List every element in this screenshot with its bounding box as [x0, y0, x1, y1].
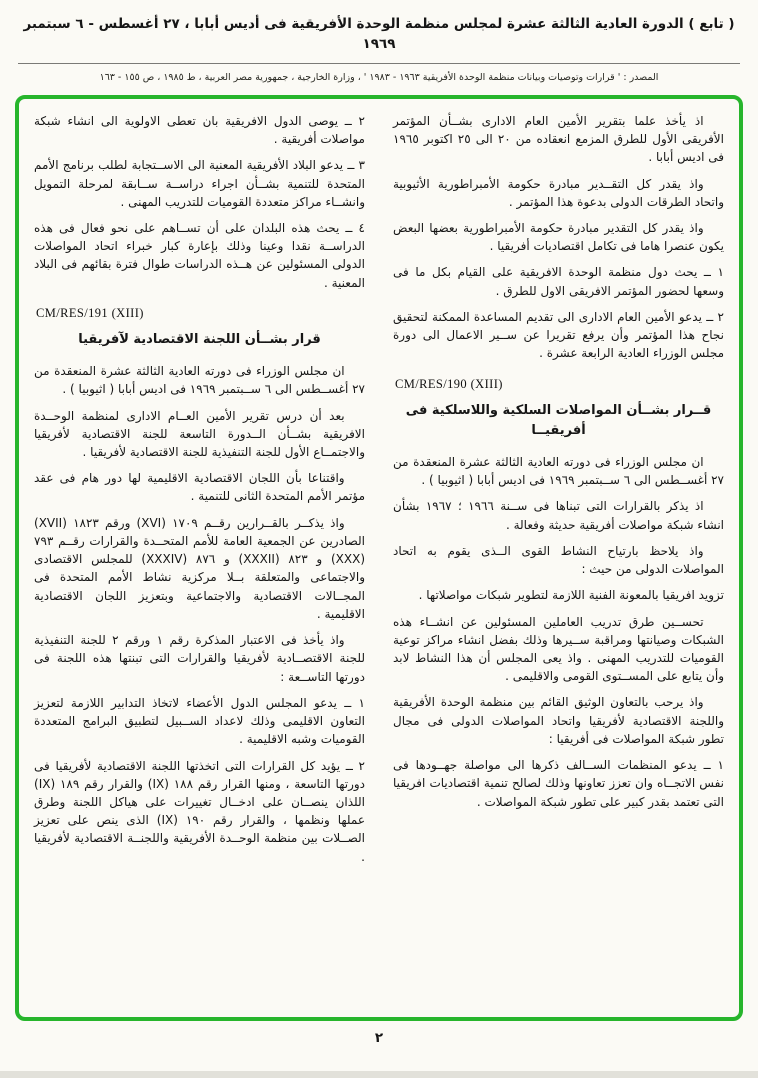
numbered-clause: ٢ ــ يوصى الدول الافريقية بان تعطى الاولوية الى انشاء شبكة مواصلات أفريقية .: [34, 113, 365, 147]
header-title: ( تابع ) الدورة العادية الثالثة عشرة لمجلس منظمة الوحدة الأفريقية فى أديس أبابا ، ٢٧ أغسطس - ٦ سبتمبر ١٩٦٩: [18, 14, 740, 64]
paragraph: اذ يذكر بالقرارات التى تبناها فى ســنة ١٩٦٦ ؛ ١٩٦٧ بشأن انشاء شبكة مواصلات أفريقية حديثة وفعالة .: [393, 499, 724, 532]
paragraph: تحســين طرق تدريب العاملين المسئولين عن انشــاء هذه الشبكات وصيانتها ومراقبة ســيرها وذلك بفضل انشاء مراكز توعية القوميات للتدريب المهنى . واذ يعى المجلس أن هذا النشاط لابد وأن يتابع على المســتوى القومى والاقليمى .: [393, 614, 724, 684]
sub-item: تزويد افريقيا بالمعونة الفنية اللازمة لتطوير شبكات مواصلاتها .: [418, 588, 724, 603]
column-left: [34, 112, 365, 1004]
paragraph: واذ يلاحظ بارتياح النشاط القوى الــذى يقوم به اتحاد المواصلات الدولى من حيث :: [393, 543, 724, 577]
two-column-layout: [34, 112, 724, 1004]
resolution-heading: قرار بشــأن اللجنة الاقتصادية لآفريقيا: [78, 331, 321, 347]
page-header: [0, 0, 758, 93]
numbered-clause: ١ ــ يدعو المنظمات الســالف ذكرها الى مواصلة جهــودها فى نفس الاتجــاه وان تعزز تعاونها وذلك لصالح تنمية اقتصاديات افريقيا التى تعتمد بقدر كبير على تطور شبكة المواصلات .: [393, 758, 724, 809]
paragraph: واذ يرحب بالتعاون الوثيق القائم بين منظمة الوحدة الأفريقية واللجنة الاقتصادية لأفريقيا واتحاد المواصلات الدولى فى مجال تطور شبكة المواصلات فى أفريقيا :: [393, 695, 724, 746]
column-right: [393, 112, 724, 1004]
paragraph: بعد أن درس تقرير الأمين العــام الادارى لمنظمة الوحــدة الافريقية بشــأن الــدورة التاسعة للجنة الاقتصادية لأفريقيا والاجتمــاع الأول للجنة التنفيذية للجنة الاقتصادية لأفريقيا .: [34, 408, 365, 459]
resolution-code: CM/RES/190 (XIII): [395, 376, 503, 391]
numbered-clause: ١ ــ يحث دول منظمة الوحدة الافريقية على القيام بكل ما فى وسعها لحضور المؤتمر الافريقى الاول للطرق .: [393, 265, 724, 298]
resolution-heading: قــرار بشــأن المواصلات السلكية واللاسلكية فى أفريقيــا: [405, 402, 712, 438]
paragraph: ان مجلس الوزراء فى دورته العادية الثالثة عشرة المنعقدة من ٢٧ أغســطس الى ٦ ســبتمبر ١٩٦٩ فى اديس أبابا ( اثيوبيا ) .: [393, 454, 724, 488]
paragraph: اذ يأخذ علما بتقرير الأمين العام الادارى بشــأن المؤتمر الأفريقى الأول للطرق المزمع انعقاده من ٢٠ الى ٢٥ اكتوبر ١٩٦٥ فى اديس أبابا .: [393, 113, 724, 165]
numbered-clause: ١ ــ يدعو المجلس الدول الأعضاء لاتخاذ التدابير اللازمة لتعزيز التعاون الاقليمى وذلك لاعداد الســبيل لتطبيق البرامج المتعددة القوميات وشبه الاقليمية .: [34, 695, 365, 747]
paragraph: واقتناعا بأن اللجان الاقتصادية الاقليمية لها دور هام فى عقد مؤتمر الأمم المتحدة الثانى للتنمية .: [34, 471, 365, 504]
page-number: ٢: [374, 1029, 384, 1046]
numbered-clause: ٢ ــ يؤيد كل القرارات التى اتخذتها اللجنة الاقتصادية لأفريقيا فى دورتها التاسعة ، ومنها القرار رقم ١٨٨ (IX) والقرار رقم ١٨٩ (IX) اللذان ينصــان على ادخــال تغييرات على هياكل اللجنة وطرق عملها ونظمها ، والقرار رقم ١٩٠ (IX) الذى ينص على تعزيز الصــلات بين منظمة الوحــدة الأفريقية واللجنــة الاقتصادية لأفريقيا .: [34, 758, 366, 864]
resolution-code: CM/RES/191 (XIII): [36, 305, 144, 320]
scan-edge-artifact: [0, 1071, 758, 1078]
paragraph: واذ يأخذ فى الاعتبار المذكرة رقم ١ ورقم ٢ للجنة التنفيذية للجنة الاقتصــادية لأفريقيا والقرارات التى تبنتها هذه اللجنة فى دورتها التاســعة :: [34, 633, 365, 684]
numbered-clause: ٤ ــ يحث هذه البلدان على أن تســاهم على نحو فعال فى هذه الدراســة نقدا وعينا وذلك بإعارة كبار خبراء اتحاد المواصلات الدولى المسئولين عن هــذه الدراسات طوال فترة بقائهم فى البلاد المعنية .: [34, 220, 365, 290]
paragraph: واذ يقدر كل التقدير مبادرة حكومة الأمبراطورية بعضها البعض يكون عنصرا هاما فى تكامل اقتصاديات أفريقيا .: [393, 220, 724, 254]
paragraph: واذ يذكــر بالقــرارين رقــم ١٧٠٩ (XVI) ورقم ١٨٢٣ (XVII) الصادرين عن الجمعية العامة للأمم المتحــدة والقرارات رقــم ٧٩٣ (XXX) و ٨٢٣ (XXXII) و ٨٧٦ (XXXIV) للمجلس الاقتصادى والاجتماعى والمتعلقة بــلا مركزية نشاط الأمم المتحدة فى المجــالات الاقتصادية والاجتماعية وبتعزيز اللجان الاقتصادية الاقليمية .: [34, 515, 365, 621]
content-frame: [15, 95, 743, 1021]
numbered-clause: ٣ ــ يدعو البلاد الأفريقية المعنية الى الاســتجابة لطلب برنامج الأمم المتحدة للتنمية بشــأن اجراء دراســة ســابقة لمرحلة التمويل وانشــاء مراكز متعددة القوميات للتدريب المهنى .: [34, 158, 365, 209]
paragraph: ان مجلس الوزراء فى دورته العادية الثالثة عشرة المنعقدة من ٢٧ أغســطس الى ٦ ســبتمبر ١٩٦٩ فى اديس أبابا ( اثيوبيا ) .: [34, 364, 365, 397]
paragraph: واذ يقدر كل التقــدير مبادرة حكومة الأمبراطورية الأثيوبية واتحاد الطرقات الدولى بدعوة هذا المؤتمر .: [393, 176, 724, 209]
numbered-clause: ٢ ــ يدعو الأمين العام الادارى الى تقديم المساعدة الممكنة لتحقيق نجاح هذا المؤتمر وأن يرفع تقريرا عن ســير الاعمال الى دورة مجلس الوزراء العادية الرابعة عشرة .: [393, 309, 724, 361]
source-line: المصدر : ' قرارات وتوصيات وبيانات منظمة الوحدة الأفريقية ١٩٦٣ - ١٩٨٣ ' ، وزارة الخارجية ، جمهورية مصر العربية ، ط ١٩٨٥ ، ص ١٥٥ - ١٦٣: [99, 71, 659, 83]
